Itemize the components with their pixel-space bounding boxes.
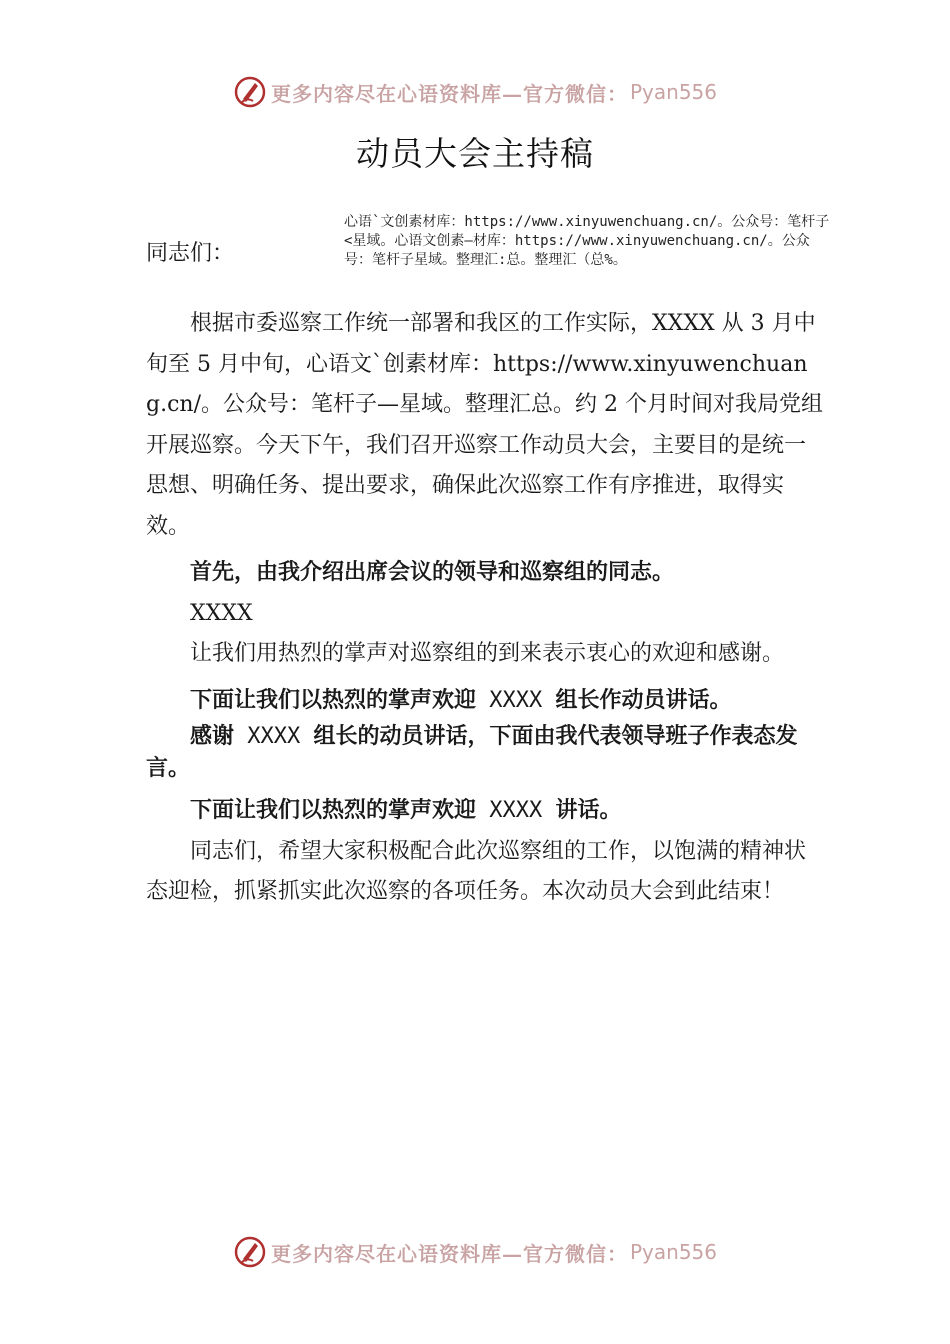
text: 下面让我们以热烈的掌声欢迎	[190, 798, 477, 823]
placeholder-code: XXXX	[476, 687, 556, 713]
paragraph-intro: 根据市委巡察工作统一部署和我区的工作实际，XXXX 从 3 月中旬至 5 月中旬，心语文`创素材库：https://www.xinyuwenchuang.cn/。公众号：笔杆子—星域。整理汇总。约 2 个月时间对我局党组开展巡察。今天下午，我们召开巡察工作动员大会，主要目的是统一思想、明确任务、提出要求，确保此次巡察工作有序推进，取得实效。	[146, 311, 823, 539]
placeholder-code: XXXX	[234, 724, 314, 749]
page-title: 动员大会主持稿	[356, 134, 594, 173]
placeholder-code: XXXX	[476, 798, 556, 823]
text: 感谢	[190, 724, 235, 749]
document-body	[146, 304, 826, 913]
pen-logo-icon	[233, 75, 267, 109]
text: 组长作动员讲话。	[555, 687, 732, 713]
text: 下面让我们以热烈的掌声欢迎	[190, 687, 477, 713]
source-note: 心语`文创素材库：https://www.xinyuwenchuang.cn/。公众号：笔杆子<星域。心语文创素—材库：https://www.xinyuwenchuang.cn/。公众号：笔杆子星域。整理汇:总。整理汇（总%。	[344, 214, 830, 268]
header-banner	[0, 72, 950, 112]
paragraph-thanks	[146, 721, 826, 785]
paragraph-closing: 同志们，希望大家积极配合此次巡察组的工作，以饱满的精神状态迎检，抓紧抓实此次巡察的各项任务。本次动员大会到此结束！	[146, 838, 807, 904]
footer-banner	[0, 1232, 950, 1272]
paragraph-introduce: 首先，由我介绍出席会议的领导和巡察组的同志。	[190, 560, 675, 585]
paragraph-leader-speech	[146, 681, 826, 722]
pen-logo-icon	[233, 1235, 267, 1269]
banner-wechat: Pyan556	[629, 1240, 717, 1264]
banner-text: 更多内容尽在心语资料库—官方微信：	[270, 1241, 628, 1266]
text: 讲话。	[555, 798, 622, 823]
banner-wechat: Pyan556	[629, 80, 717, 104]
paragraph-placeholder: XXXX	[190, 600, 253, 626]
salutation: 同志们：	[146, 241, 235, 266]
paragraph-welcome: 让我们用热烈的掌声对巡察组的到来表示衷心的欢迎和感谢。	[190, 641, 785, 666]
paragraph-next-speech	[146, 791, 826, 832]
banner-text: 更多内容尽在心语资料库—官方微信：	[270, 81, 628, 106]
text: 组长的动员讲话，下面由我代表领导班子作表态发言。	[146, 724, 798, 781]
